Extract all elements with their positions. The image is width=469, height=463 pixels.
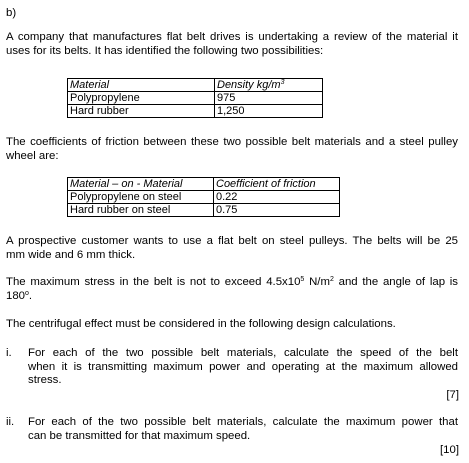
density-header: Density $kg/m^3$ (215, 79, 323, 92)
text-line: The maximum stress in the belt is not to exceed $4.5x10^5$ $N/m^2$ and the angle of lap is (6, 276, 459, 288)
text-line: 180$^o$. (6, 289, 33, 302)
table-header-row (68, 178, 340, 191)
text-line: can be transmitted for that maximum speed. (28, 429, 251, 442)
marks-label: [7] (446, 389, 459, 401)
table-row (68, 105, 323, 118)
text-line: For each of the two possible belt materials, calculate the maximum power that (28, 416, 458, 428)
table-header-row (68, 79, 323, 92)
stress-paragraph (6, 276, 458, 303)
pair-cell: Hard rubber on steel (68, 204, 214, 217)
material-header: Material (68, 79, 215, 92)
friction-intro-paragraph (6, 136, 458, 163)
centrifugal-paragraph: The centrifugal effect must be considered in the following design calculations. (6, 318, 396, 330)
question-number: i. (6, 347, 12, 359)
density-cell: 975 (215, 92, 323, 105)
material-cell: Polypropylene (68, 92, 215, 105)
text-line: stress. (28, 374, 62, 386)
pair-header: Material – on - Material (68, 178, 214, 191)
text-line: A prospective customer wants to use a flat belt on steel pulleys. The belts will be 25 (6, 235, 458, 247)
question-text (28, 347, 458, 388)
coefficient-cell: 0.22 (214, 191, 340, 204)
friction-coefficient-table (67, 177, 340, 217)
table-row (68, 204, 340, 217)
text-line: when it is transmitting maximum power and operating at the maximum allowed (28, 360, 458, 373)
text-line: uses for its belts. It has identified the following two possibilities: (6, 44, 324, 57)
question-number: ii. (6, 416, 15, 428)
text-line: For each of the two possible belt materials, calculate the speed of the belt (28, 347, 458, 359)
material-cell: Hard rubber (68, 105, 215, 118)
coefficient-header: Coefficient of friction (214, 178, 340, 191)
table-row (68, 191, 340, 204)
density-cell: 1,250 (215, 105, 323, 118)
material-density-table (67, 78, 323, 118)
text-line: The coefficients of friction between these two possible belt materials and a steel pulley (6, 136, 458, 148)
text-line: A company that manufactures flat belt drives is undertaking a review of the material it (6, 31, 458, 43)
marks-label: [10] (440, 444, 459, 456)
table-row (68, 92, 323, 105)
coefficient-cell: 0.75 (214, 204, 340, 217)
pair-cell: Polypropylene on steel (68, 191, 214, 204)
intro-paragraph (6, 31, 458, 58)
question-text (28, 416, 458, 443)
text-line: wheel are: (6, 149, 59, 162)
text-line: mm wide and 6 mm thick. (6, 248, 136, 261)
section-label: b) (6, 7, 17, 19)
belt-dimensions-paragraph (6, 235, 458, 262)
